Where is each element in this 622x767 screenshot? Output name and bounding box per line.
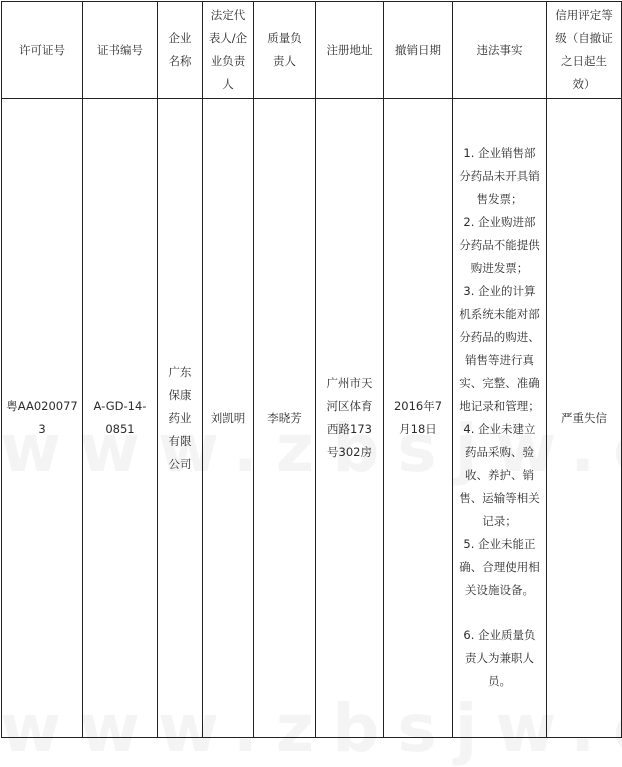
cell-quality-head: 李晓芳 — [254, 99, 316, 738]
cell-cert-no: A-GD-14-0851 — [83, 99, 158, 738]
cell-violations — [453, 99, 547, 738]
cell-revoke-date: 2016年7月18日 — [384, 99, 453, 738]
violation-item: 6. 企业质量负责人为兼职人员。 — [463, 627, 536, 688]
revocation-table — [1, 1, 622, 738]
table-row — [2, 99, 622, 738]
violation-item: 1. 企业销售部分药品未开具销售发票； — [459, 145, 540, 206]
cell-credit-rating: 严重失信 — [547, 99, 622, 738]
header-cert-no: 证书编号 — [83, 2, 158, 99]
cell-company-name: 广东保康药业有限公司 — [158, 99, 203, 738]
violation-item: 2. 企业购进部分药品不能提供购进发票； — [459, 214, 540, 275]
cell-legal-rep: 刘凯明 — [203, 99, 254, 738]
cell-license-no: 粤AA0200773 — [2, 99, 83, 738]
header-credit-rating: 信用评定等级（自撤证之日起生效） — [547, 2, 622, 99]
violation-item: 3. 企业的计算机系统未能对部分药品的购进、销售等进行真实、完整、准确地记录和管理； — [459, 283, 540, 413]
cell-address: 广州市天河区体育西路173号302房 — [316, 99, 384, 738]
header-row — [2, 2, 622, 99]
header-company-name: 企业名称 — [158, 2, 203, 99]
header-legal-rep: 法定代表人/企业负责人 — [203, 2, 254, 99]
header-license-no: 许可证号 — [2, 2, 83, 99]
violation-item: 4. 企业未建立药品采购、验收、养护、销售、运输等相关记录； — [459, 421, 540, 528]
header-revoke-date: 撤销日期 — [384, 2, 453, 99]
violation-item: 5. 企业未能正确、合理使用相关设施设备。 — [459, 536, 540, 597]
header-quality-head: 质量负责人 — [254, 2, 316, 99]
header-address: 注册地址 — [316, 2, 384, 99]
header-violation: 违法事实 — [453, 2, 547, 99]
